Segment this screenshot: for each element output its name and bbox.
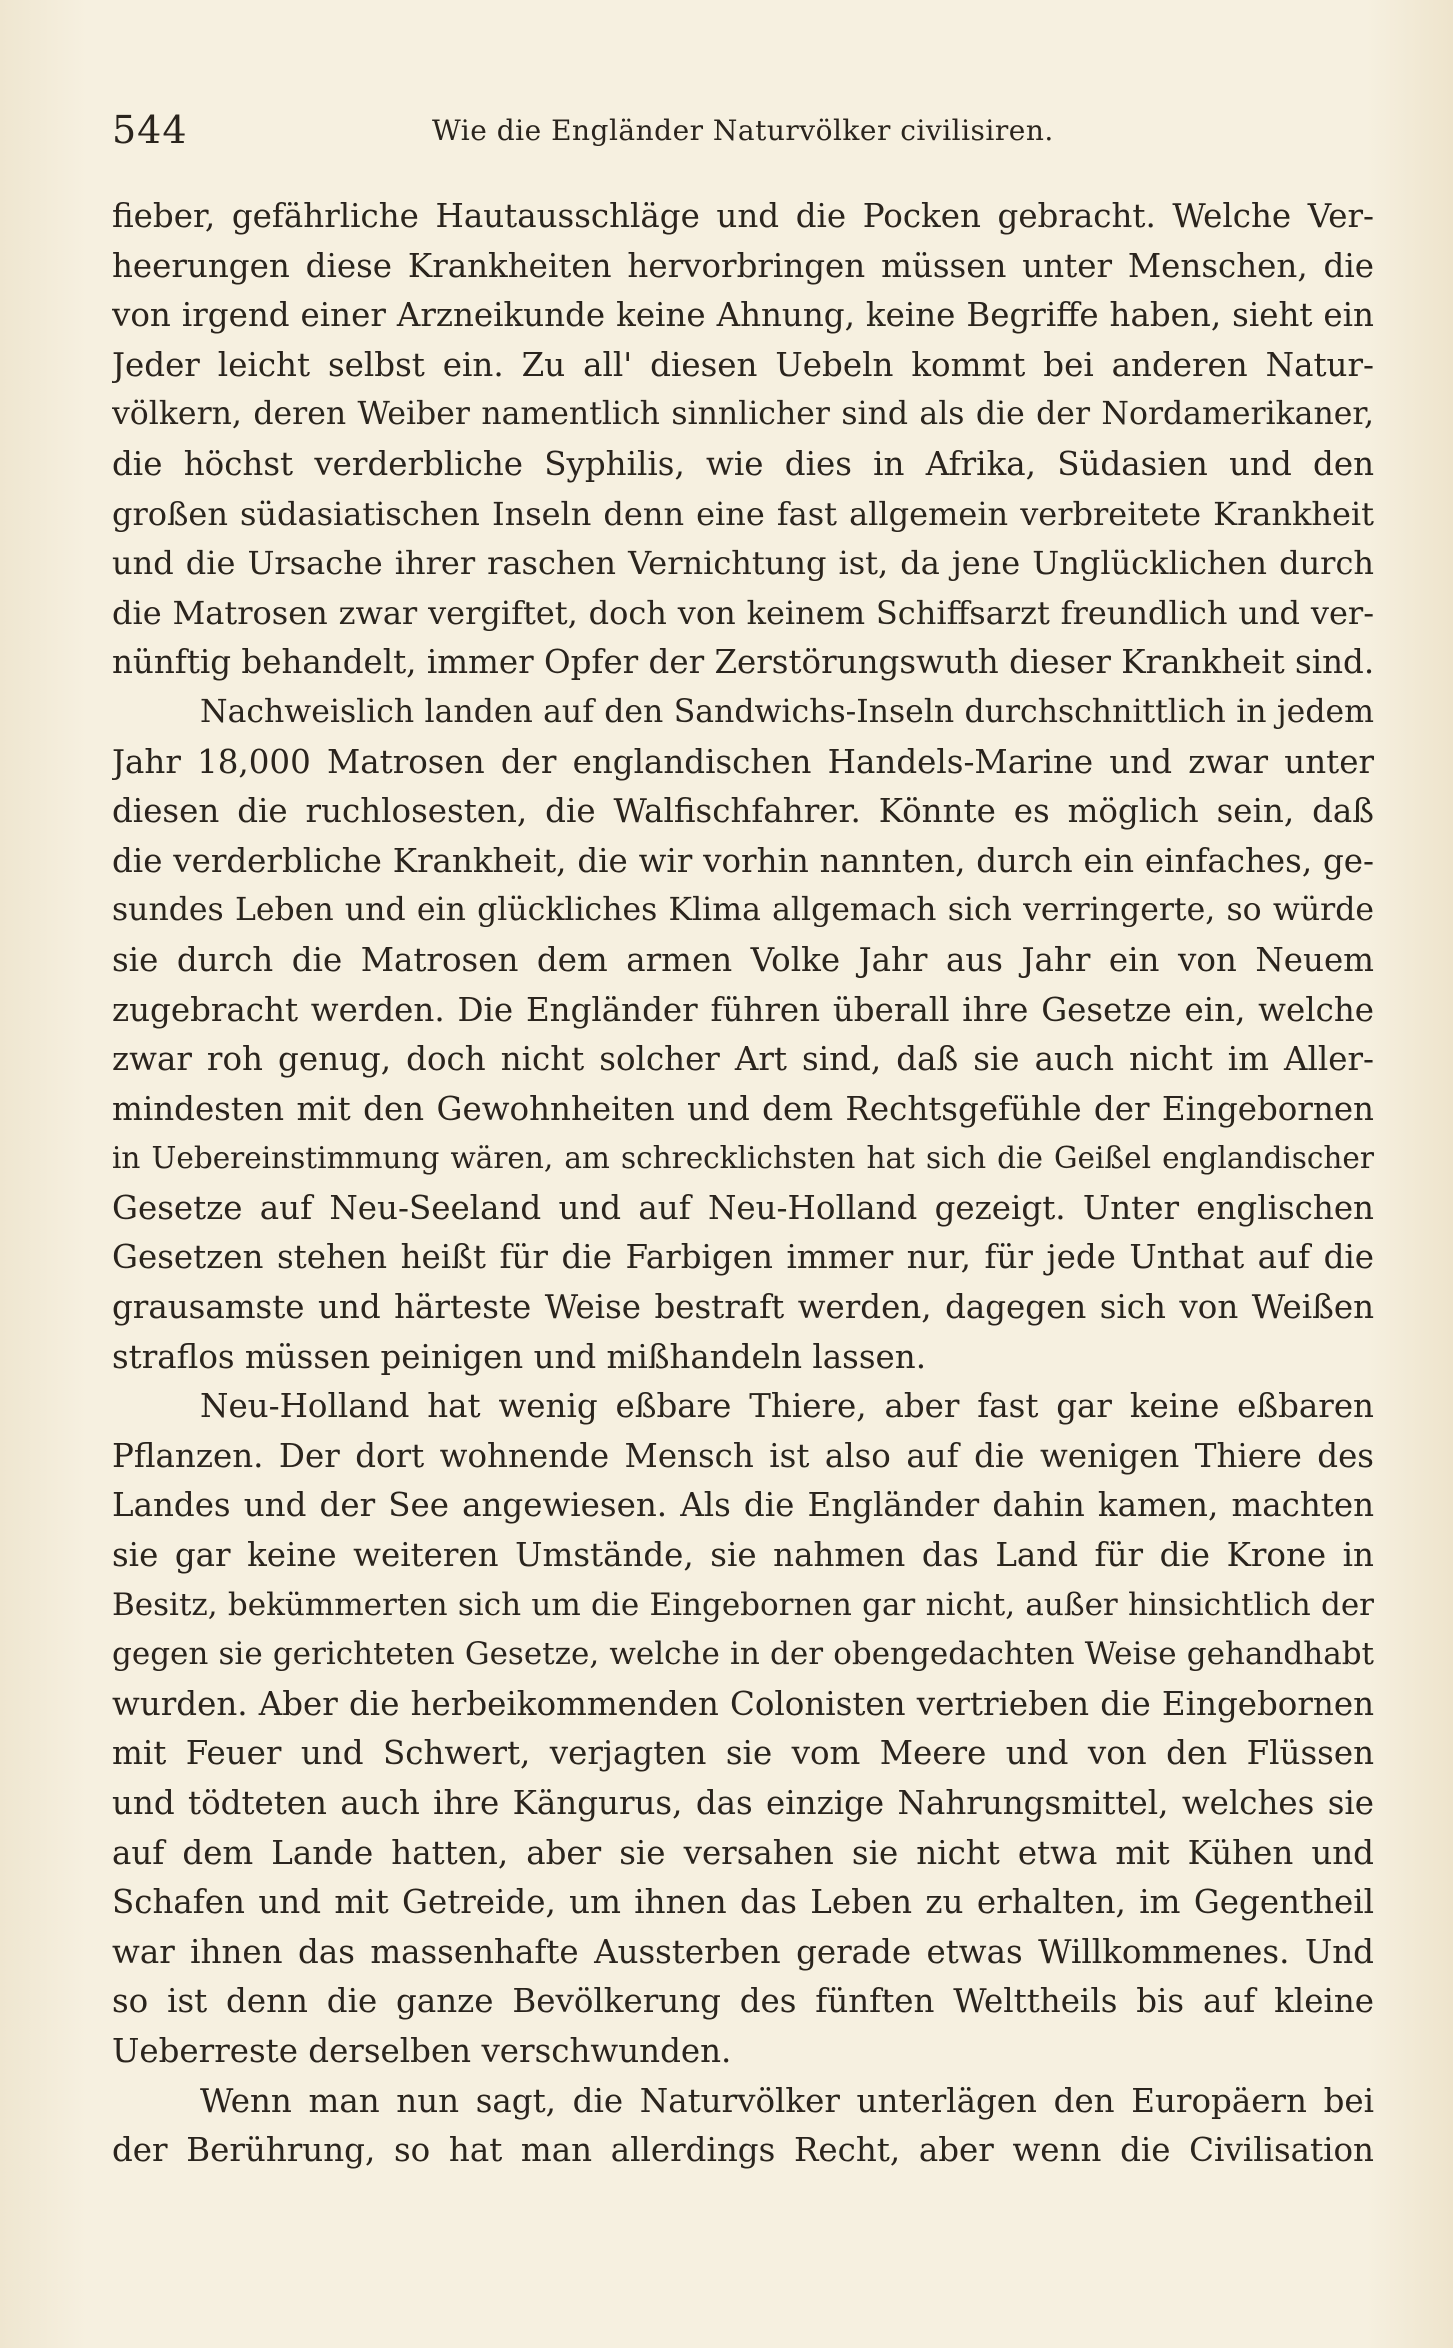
- text-line: Gesetze auf Neu-Seeland und auf Neu-Holland gezeigt. Unter englischen: [112, 1188, 1374, 1227]
- text-line: auf dem Lande hatten, aber sie versahen sie nicht etwa mit Kühen und: [112, 1833, 1374, 1872]
- text-line: die Matrosen zwar vergiftet, doch von keinem Schiffsarzt freundlich und ver-: [112, 593, 1374, 632]
- text-line: wurden. Aber die herbeikommenden Colonisten vertrieben die Eingebornen: [112, 1684, 1374, 1723]
- text-line: die höchst verderbliche Syphilis, wie dies in Afrika, Südasien und den: [112, 444, 1374, 483]
- text-line: zwar roh genug, doch nicht solcher Art sind, daß sie auch nicht im Aller-: [112, 1040, 1374, 1079]
- text-line: mindesten mit den Gewohnheiten und dem Rechtsgefühle der Eingebornen: [112, 1089, 1374, 1128]
- running-title: Wie die Engländer Naturvölker civilisiren.: [432, 114, 1054, 147]
- text-line: Besitz, bekümmerten sich um die Eingebornen gar nicht, außer hinsichtlich der: [112, 1586, 1374, 1623]
- text-line: Jahr 18,000 Matrosen der englandischen Handels-Marine und zwar unter: [112, 742, 1374, 781]
- text-line: sie gar keine weiteren Umstände, sie nahmen das Land für die Krone in: [112, 1536, 1374, 1575]
- text-line: Schafen und mit Getreide, um ihnen das Leben zu erhalten, im Gegentheil: [112, 1883, 1374, 1922]
- text-line: diesen die ruchlosesten, die Walfischfahrer. Könnte es möglich sein, daß: [112, 792, 1374, 831]
- text-line: und die Ursache ihrer raschen Vernichtung ist, da jene Unglücklichen durch: [112, 544, 1374, 583]
- text-line: Neu-Holland hat wenig eßbare Thiere, aber fast gar keine eßbaren: [200, 1387, 1374, 1426]
- page-header: [112, 108, 1372, 158]
- text-line: gegen sie gerichteten Gesetze, welche in der obengedachten Weise gehandhabt: [112, 1636, 1374, 1673]
- text-line: Wenn man nun sagt, die Naturvölker unterlägen den Europäern bei: [200, 2081, 1374, 2120]
- text-line: Ueberreste derselben verschwunden.: [112, 2031, 732, 2070]
- text-line: heerungen diese Krankheiten hervorbringen müssen unter Menschen, die: [112, 246, 1374, 285]
- text-line: in Uebereinstimmung wären, am schrecklichsten hat sich die Geißel englandischer: [112, 1141, 1374, 1176]
- text-line: von irgend einer Arzneikunde keine Ahnung, keine Begriffe haben, sieht ein: [112, 296, 1374, 335]
- text-line: die verderbliche Krankheit, die wir vorhin nannten, durch ein einfaches, ge-: [112, 841, 1374, 880]
- text-line: der Berührung, so hat man allerdings Recht, aber wenn die Civilisation: [112, 2131, 1374, 2170]
- text-line: Jeder leicht selbst ein. Zu all' diesen Uebeln kommt bei anderen Natur-: [112, 345, 1374, 384]
- text-line: mit Feuer und Schwert, verjagten sie vom Meere und von den Flüssen: [112, 1734, 1374, 1773]
- text-line: sie durch die Matrosen dem armen Volke Jahr aus Jahr ein von Neuem: [112, 940, 1374, 979]
- text-line: straflos müssen peinigen und mißhandeln lassen.: [112, 1337, 927, 1376]
- text-line: war ihnen das massenhafte Aussterben gerade etwas Willkommenes. Und: [112, 1932, 1374, 1971]
- text-line: so ist denn die ganze Bevölkerung des fünften Welttheils bis auf kleine: [112, 1982, 1374, 2021]
- text-line: und tödteten auch ihre Kängurus, das einzige Nahrungsmittel, welches sie: [112, 1784, 1374, 1822]
- text-line: völkern, deren Weiber namentlich sinnlicher sind als die der Nordamerikaner,: [112, 396, 1374, 433]
- body-text: [112, 192, 1374, 2176]
- text-line: grausamste und härteste Weise bestraft werden, dagegen sich von Weißen: [112, 1288, 1374, 1327]
- text-line: nünftig behandelt, immer Opfer der Zerstörungswuth dieser Krankheit sind.: [112, 643, 1374, 682]
- text-line: fieber, gefährliche Hautausschläge und die Pocken gebracht. Welche Ver-: [112, 197, 1374, 235]
- text-line: Landes und der See angewiesen. Als die Engländer dahin kamen, machten: [112, 1486, 1374, 1525]
- page-number: 544: [112, 108, 188, 152]
- text-line: sundes Leben und ein glückliches Klima allgemach sich verringerte, so würde: [112, 892, 1374, 929]
- text-line: Nachweislich landen auf den Sandwichs-Inseln durchschnittlich in jedem: [200, 693, 1374, 730]
- text-line: großen südasiatischen Inseln denn eine fast allgemein verbreitete Krankheit: [112, 494, 1374, 533]
- text-line: zugebracht werden. Die Engländer führen überall ihre Gesetze ein, welche: [112, 990, 1374, 1029]
- text-line: Gesetzen stehen heißt für die Farbigen immer nur, für jede Unthat auf die: [112, 1238, 1374, 1277]
- text-line: Pflanzen. Der dort wohnende Mensch ist also auf die wenigen Thiere des: [112, 1436, 1374, 1475]
